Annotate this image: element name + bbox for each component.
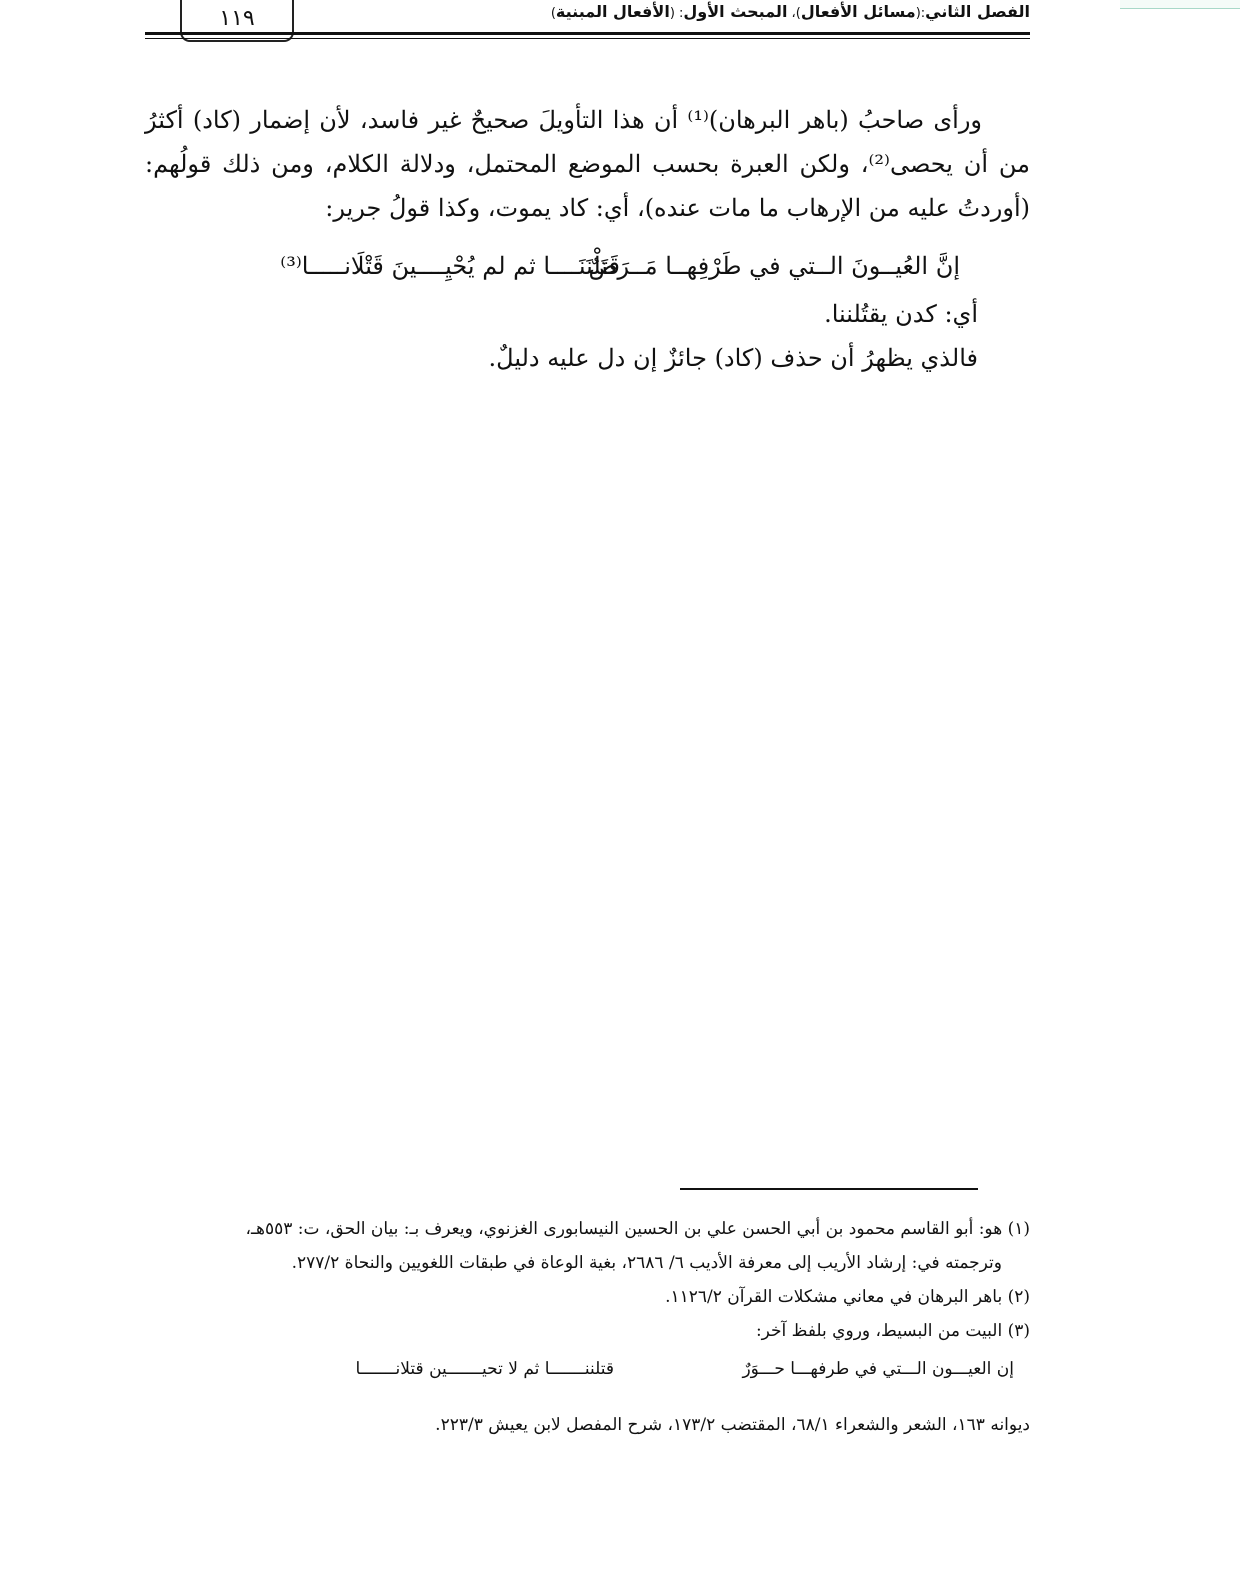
paragraph: ورأى صاحبُ (باهر البرهان)⁽¹⁾ أن هذا التأويلَ صحيحٌ غير فاسد، لأن إضمار (كاد) أكثرُ من أن يحصى⁽²⁾، ولكن العبرة بحسب الموضع المحتمل، ودلالة الكلام، ومن ذلك قولُهم: (أوردتُ عليه من الإرهاب ما مات عنده)، أي: كاد يموت، وكذا قولُ جرير: (145, 106, 1030, 222)
page-number-box (180, 0, 294, 42)
verse-first-hemistich: إنَّ العُيــونَ الــتي في طَرْفِهــا مَــرَضٌ (588, 252, 960, 280)
page-number: ١١٩ (219, 6, 255, 31)
footnote-separator (680, 1188, 978, 1190)
poetry-verse (145, 244, 1030, 292)
footnote-verse-first: إن العيـــون الـــتي في طرفهـــا حـــوَرٌ (742, 1359, 1014, 1379)
header-separator: )، (787, 6, 801, 21)
header-separator: ) (550, 6, 556, 21)
section-title-1: مسائل الأفعال (800, 2, 916, 21)
footnote-3: (٣) البيت من البسيط، وروي بلفظ آخر: (755, 1321, 1030, 1341)
chapter-title: الفصل الثاني (925, 2, 1030, 21)
footnote-1: (١) هو: أبو القاسم محمود بن أبي الحسن علي بن الحسين النيسابورى الغزنوي، ويعرف بـ: بيان الحق، ت: ٥٥٣هـ، (245, 1219, 1030, 1239)
footnote-verse (145, 1352, 1030, 1386)
section-title-2: المبحث الأول (683, 2, 788, 21)
conclusion-line: فالذي يظهرُ أن حذف (كاد) جائزٌ إن دل عليه دليلٌ. (488, 344, 978, 372)
corner-accent (1120, 0, 1240, 9)
footnote-verse-second: قتلننـــــــا ثم لا تحيـــــــين قتلانـــــــا (355, 1359, 614, 1379)
explanation-line: أي: كدن يقتُلننا. (824, 300, 978, 328)
header-rule-thin (145, 38, 1030, 39)
footnote-3-sources: ديوانه ١٦٣، الشعر والشعراء ٦٨/١، المقتضب ١٧٣/٢، شرح المفصل لابن يعيش ٢٢٣/٣. (435, 1415, 1030, 1435)
footnotes (145, 1212, 1030, 1442)
header-separator: :( (915, 6, 926, 21)
main-text (145, 98, 1030, 380)
section-title-3: الأفعال المبنية (555, 2, 670, 21)
verse-second-hemistich: قَتَلْنَنَــــا ثم لم يُحْيِــــينَ قَتْلَانـــــا⁽³⁾ (280, 252, 620, 280)
header-rule-thick (145, 32, 1030, 35)
footnote-2: (٢) باهر البرهان في معاني مشكلات القرآن ١١٢٦/٢. (665, 1287, 1030, 1307)
footnote-1-continued: وترجمته في: إرشاد الأريب إلى معرفة الأديب ٦/ ٢٦٨٦، بغية الوعاة في طبقات اللغويين والنحاة ٢٧٧/٢. (291, 1253, 1002, 1273)
header-separator: : ( (669, 6, 684, 21)
running-header (550, 2, 1030, 21)
